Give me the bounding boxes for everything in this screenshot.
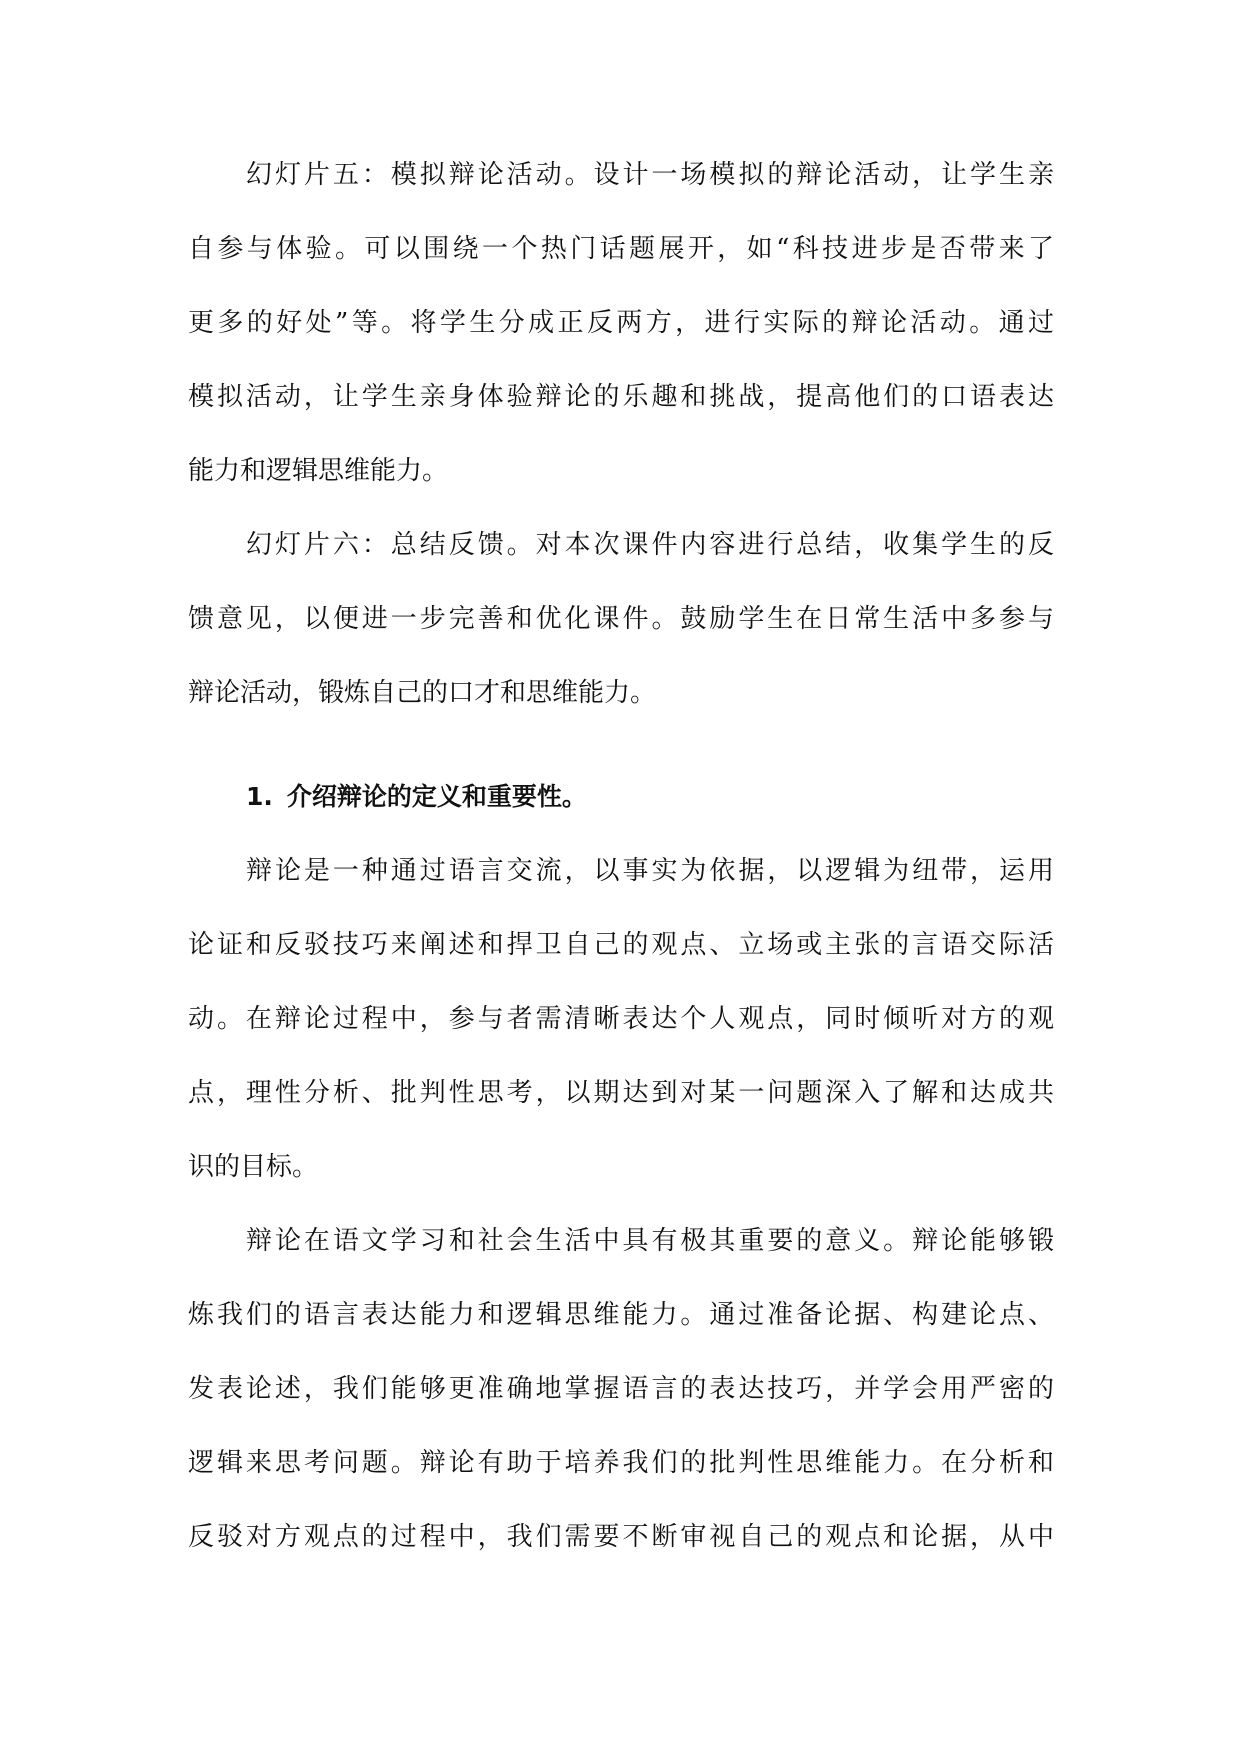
text-line: 幻灯片五：模拟辩论活动。设计一场模拟的辩论活动，让学生亲 xyxy=(246,160,1054,190)
text-line: 馈意见，以便进一步完善和优化课件。鼓励学生在日常生活中多参与 xyxy=(188,604,1054,634)
heading-text: 介绍辩论的定义和重要性。 xyxy=(286,782,587,811)
document-body xyxy=(188,145,1054,1581)
text-line: 炼我们的语言表达能力和逻辑思维能力。通过准备论据、构建论点、 xyxy=(188,1300,1054,1330)
text-line: 点，理性分析、批判性思考，以期达到对某一问题深入了解和达成共 xyxy=(188,1078,1054,1108)
section-heading xyxy=(188,767,1054,841)
paragraph-importance xyxy=(188,1211,1054,1581)
text-line: 辩论是一种通过语言交流，以事实为依据，以逻辑为纽带，运用 xyxy=(246,856,1054,886)
text-line: 更多的好处”等。将学生分成正反两方，进行实际的辩论活动。通过 xyxy=(188,308,1054,338)
text-line: 逻辑来思考问题。辩论有助于培养我们的批判性思维能力。在分析和 xyxy=(188,1448,1054,1478)
heading-number: 1. xyxy=(246,782,273,811)
text-line: 动。在辩论过程中，参与者需清晰表达个人观点，同时倾听对方的观 xyxy=(188,1004,1054,1034)
text-line: 反驳对方观点的过程中，我们需要不断审视自己的观点和论据，从中 xyxy=(188,1522,1054,1552)
paragraph-slide-six xyxy=(188,515,1054,737)
text-line: 自参与体验。可以围绕一个热门话题展开，如“科技进步是否带来了 xyxy=(188,234,1054,264)
text-line: 论证和反驳技巧来阐述和捍卫自己的观点、立场或主张的言语交际活 xyxy=(188,930,1054,960)
text-line: 模拟活动，让学生亲身体验辩论的乐趣和挑战，提高他们的口语表达 xyxy=(188,382,1054,412)
text-line: 辩论活动，锻炼自己的口才和思维能力。 xyxy=(188,678,657,708)
text-line: 幻灯片六：总结反馈。对本次课件内容进行总结，收集学生的反 xyxy=(246,530,1054,560)
text-line: 辩论在语文学习和社会生活中具有极其重要的意义。辩论能够锻 xyxy=(246,1226,1054,1256)
paragraph-definition xyxy=(188,841,1054,1211)
text-line: 能力和逻辑思维能力。 xyxy=(188,456,449,486)
text-line: 识的目标。 xyxy=(188,1152,319,1182)
paragraph-spacer xyxy=(188,737,1054,767)
paragraph-slide-five xyxy=(188,145,1054,515)
text-line: 发表论述，我们能够更准确地掌握语言的表达技巧，并学会用严密的 xyxy=(188,1374,1054,1404)
